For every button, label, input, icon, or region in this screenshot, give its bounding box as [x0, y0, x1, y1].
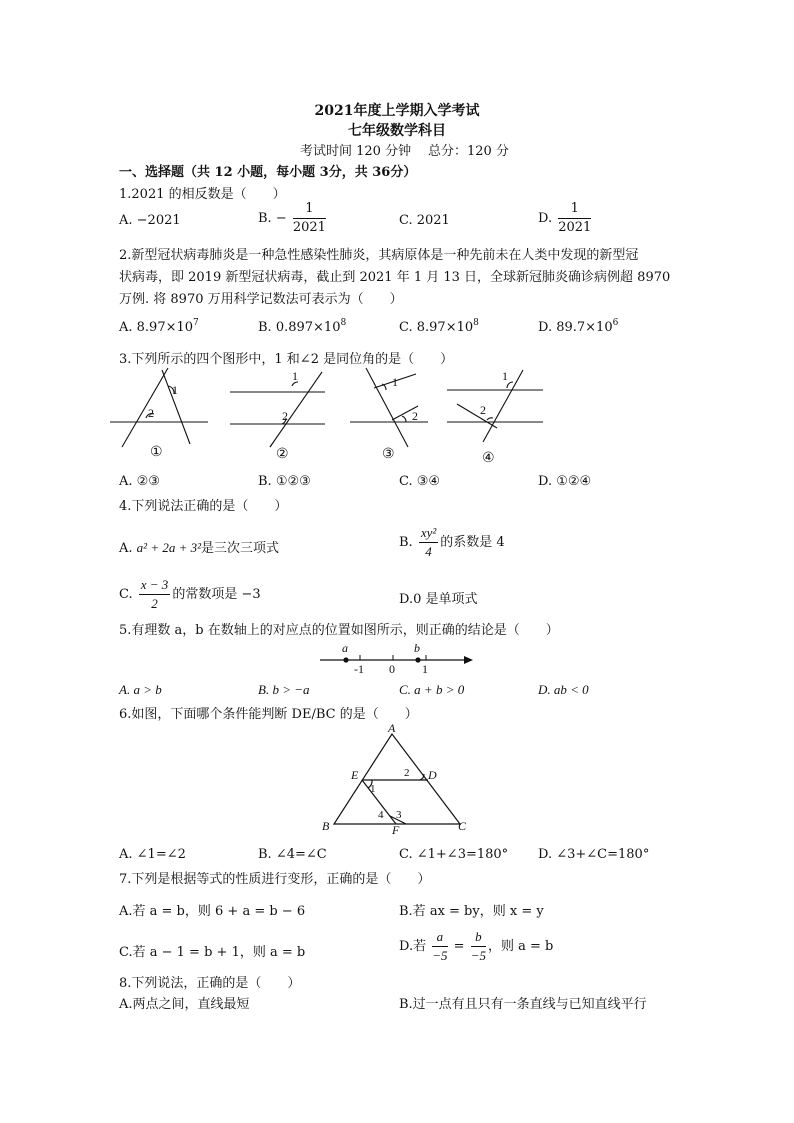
q3-fig4-angle2: 2 [480, 403, 486, 417]
exam-score: 总分：120 分 [428, 144, 509, 159]
q1-d-num: 1 [558, 200, 591, 219]
q7-d-fraction-1 [432, 928, 447, 965]
q1-b-den: 2021 [292, 220, 326, 235]
q2-b-base: B. 0.897×10 [258, 320, 341, 335]
vertex-b: B [322, 819, 330, 833]
q7-d-num2: b [471, 928, 486, 947]
q5-stem: 5.有理数 a，b 在数轴上的对应点的位置如图所示，则正确的结论是（ ） [119, 623, 559, 638]
q4-a-prefix: A. [119, 541, 133, 556]
exam-subtitle: 七年级数学科目 [348, 123, 446, 139]
q7-option-a: A.若 a = b，则 6 + a = b − 6 [119, 904, 306, 919]
q3-figure-4 [447, 370, 543, 442]
q4-a-expr: a² + 2a + 3² [136, 540, 202, 555]
q2-line3: 万例. 将 8970 万用科学记数法可表示为（ ） [119, 292, 403, 307]
q4-c-den: 2 [151, 596, 158, 611]
vertex-a: A [388, 722, 396, 735]
q2-option-d [538, 318, 618, 335]
q2-d-base: D. 89.7×10 [538, 320, 613, 335]
q3-option-d: D. ①②④ [538, 474, 592, 489]
exam-title: 2021年度上学期入学考试 [314, 103, 480, 119]
angle-1-label: 1 [370, 783, 376, 795]
q6-option-d: D. ∠3+∠C=180° [538, 847, 650, 862]
q4-option-b [399, 524, 505, 561]
q6-option-b: B. ∠4=∠C [258, 847, 327, 862]
q6-option-c: C. ∠1+∠3=180° [399, 847, 509, 862]
section-heading: 一、选择题（共 12 小题，每小题 3分，共 36分） [119, 165, 417, 180]
q4-option-d: D.0 是单项式 [399, 592, 478, 607]
q3-option-b: B. ①②③ [258, 474, 311, 489]
q1-option-c: C. 2021 [399, 213, 450, 228]
q7-d-prefix: D.若 [399, 939, 427, 954]
q1-d-den: 2021 [558, 220, 592, 235]
q1-option-d [538, 200, 593, 237]
q6-option-a: A. ∠1=∠2 [119, 847, 186, 862]
tick-0: 0 [389, 662, 395, 676]
q8-option-a: A.两点之间，直线最短 [119, 997, 250, 1012]
q2-line2: 状病毒，即 2019 新型冠状病毒，截止到 2021 年 1 月 13 日，全球新冠肺炎确诊病例超 8970 [119, 270, 671, 285]
q4-option-a [119, 537, 279, 556]
q2-line1: 2.新型冠状病毒肺炎是一种急性感染性肺炎，其病原体是一种先前未在人类中发现的新型冠 [119, 248, 639, 263]
q7-d-equals: = [453, 939, 465, 954]
vertex-f: F [392, 823, 400, 837]
q7-d-fraction-2 [471, 928, 486, 965]
q7-d-suffix: ，则 a = b [487, 939, 554, 954]
vertex-d: D [428, 768, 437, 782]
q5-option-d: D. ab < 0 [538, 682, 589, 697]
q1-b-prefix: B. − [258, 211, 287, 226]
tick-1: 1 [422, 662, 428, 676]
q2-b-exp: 8 [340, 318, 347, 328]
q8-stem: 8.下列说法，正确的是（ ） [119, 976, 301, 991]
q3-fig1-angle2: 2 [148, 406, 154, 420]
q1-d-prefix: D. [538, 211, 553, 226]
q2-a-base: A. 8.97×10 [119, 320, 194, 335]
q3-fig3-angle2: 2 [412, 409, 418, 423]
q2-a-exp: 7 [193, 318, 199, 328]
q5-option-a: A. a > b [119, 682, 162, 697]
q3-fig-label-3: ③ [382, 447, 395, 462]
angle-4-label: 4 [378, 809, 384, 821]
q3-figure-3 [350, 368, 428, 447]
q3-figure-2 [230, 372, 325, 447]
q1-stem: 1.2021 的相反数是（ ） [119, 187, 286, 202]
q7-d-num1: a [432, 928, 447, 947]
q5-option-b: B. b > −a [258, 682, 310, 697]
q3-fig2-angle1: 1 [292, 369, 298, 383]
q5-option-c: C. a + b > 0 [399, 682, 465, 697]
q4-stem: 4.下列说法正确的是（ ） [119, 499, 288, 514]
q3-fig2-angle2: 2 [282, 409, 288, 423]
q3-fig1-angle1: 1 [172, 383, 178, 397]
q3-fig3-angle1: 1 [392, 375, 398, 389]
q7-option-d [399, 928, 553, 965]
q4-b-den: 4 [425, 544, 432, 559]
number-line-arrow [464, 656, 473, 664]
q7-stem: 7.下列是根据等式的性质进行变形，正确的是（ ） [119, 872, 431, 887]
q2-option-a [119, 318, 199, 335]
q4-option-c [119, 576, 261, 613]
q1-d-fraction [558, 200, 591, 237]
q2-c-base: C. 8.97×10 [399, 320, 474, 335]
q6-triangle-figure [318, 722, 478, 840]
q8-option-b: B.过一点有且只有一条直线与已知直线平行 [399, 997, 647, 1012]
q3-figure-1 [110, 368, 208, 447]
q4-b-num: xy² [419, 524, 438, 543]
q3-fig-label-1: ① [150, 445, 163, 460]
q7-d-den2: −5 [470, 948, 486, 963]
angle-3-label: 3 [396, 809, 402, 821]
q1-option-a: A. −2021 [119, 213, 181, 228]
q3-fig-label-4: ④ [482, 451, 495, 466]
vertex-c: C [458, 819, 467, 833]
q4-c-fraction [139, 576, 171, 613]
q1-option-b [258, 200, 328, 237]
point-a-dot [343, 657, 348, 662]
q3-fig-label-2: ② [276, 447, 289, 462]
point-b-dot [415, 657, 420, 662]
q3-stem: 3.下列所示的四个图形中，1 和∠2 是同位角的是（ ） [119, 352, 454, 367]
q4-b-prefix: B. [399, 535, 413, 550]
q3-figures [110, 362, 550, 470]
q7-option-b: B.若 ax = by，则 x = y [399, 904, 544, 919]
q5-number-line [318, 640, 478, 678]
point-b-label: b [414, 641, 420, 655]
q1-b-num: 1 [293, 200, 326, 219]
q4-b-suffix: 的系数是 4 [440, 535, 505, 550]
exam-time: 考试时间 120 分钟 [300, 144, 412, 159]
q3-option-c: C. ③④ [399, 474, 441, 489]
q1-b-fraction [293, 200, 326, 237]
q6-stem: 6.如图，下面哪个条件能判断 DE/BC 的是（ ） [119, 707, 418, 722]
q7-option-c: C.若 a − 1 = b + 1，则 a = b [119, 945, 306, 960]
q3-option-a: A. ②③ [119, 474, 160, 489]
q2-option-b [258, 318, 346, 335]
q4-b-fraction [419, 524, 438, 561]
q4-c-suffix: 的常数项是 −3 [172, 587, 261, 602]
q3-fig4-angle1: 1 [502, 369, 508, 383]
q2-option-c [399, 318, 479, 335]
tick-minus-1: -1 [354, 662, 364, 676]
q4-a-suffix: 是三次三项式 [201, 541, 280, 556]
q2-d-exp: 6 [612, 318, 619, 328]
q2-c-exp: 8 [473, 318, 479, 328]
q4-c-prefix: C. [119, 587, 133, 602]
q4-c-num: x − 3 [139, 576, 171, 595]
angle-2-label: 2 [404, 767, 410, 779]
vertex-e: E [351, 768, 359, 782]
point-a-label: a [342, 641, 348, 655]
q7-d-den1: −5 [432, 948, 448, 963]
